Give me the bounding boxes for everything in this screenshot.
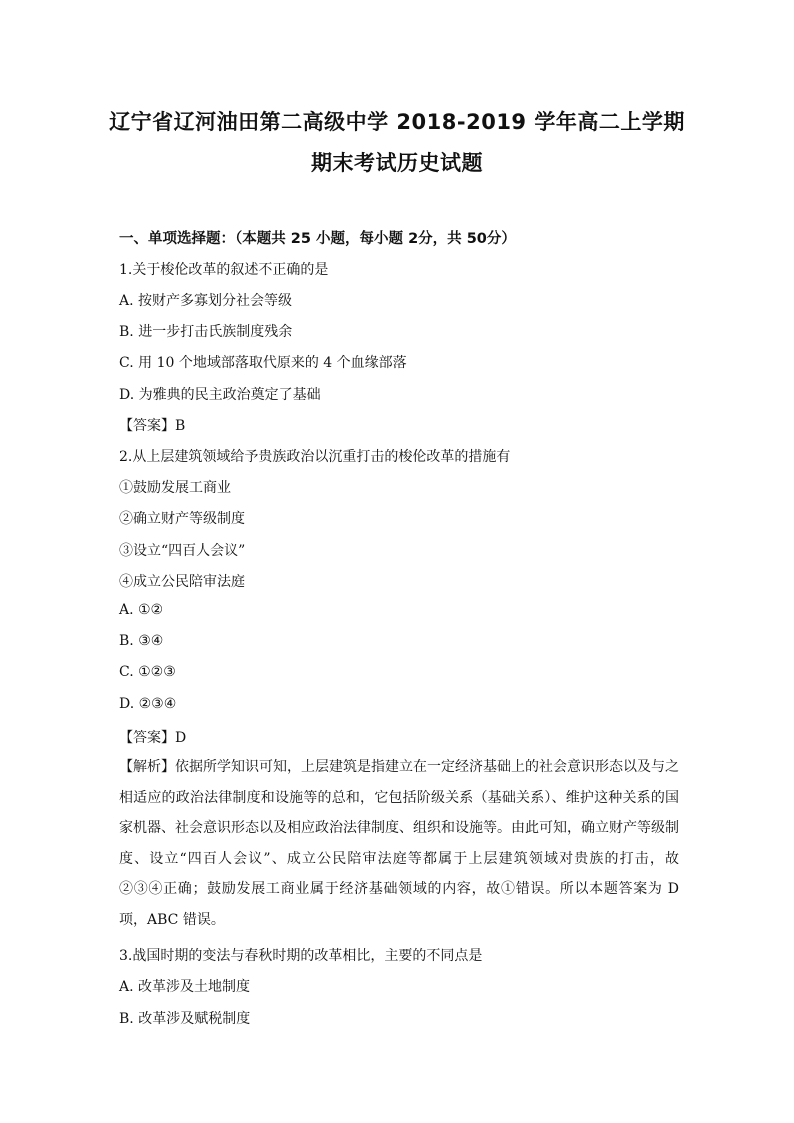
document-title-line-2: 期末考试历史试题 [311, 151, 483, 175]
question-2-item-2: ②确立财产等级制度 [119, 511, 245, 527]
question-2-stem: 2.从上层建筑领域给予贵族政治以沉重打击的梭伦改革的措施有 [119, 449, 511, 465]
question-2-item-3: ③设立“四百人会议” [119, 543, 246, 559]
question-3-stem: 3.战国时期的变法与春秋时期的改革相比，主要的不同点是 [119, 948, 483, 964]
section-heading: 一、单项选择题：（本题共 25 小题，每小题 2分，共 50分） [119, 231, 516, 247]
document-title-line-1: 辽宁省辽河油田第二高级中学 2018-2019 学年高二上学期 [109, 110, 685, 134]
question-2-answer: 【答案】D [119, 730, 187, 746]
question-1-answer: 【答案】B [119, 418, 186, 434]
question-2-option-a: A. ①② [119, 602, 164, 618]
question-1-option-a: A. 按财产多寡划分社会等级 [119, 293, 293, 309]
question-3-option-a: A. 改革涉及土地制度 [119, 979, 251, 995]
question-1-option-d: D. 为雅典的民主政治奠定了基础 [119, 387, 321, 403]
question-3-option-b: B. 改革涉及赋税制度 [119, 1011, 251, 1027]
question-1-stem: 1.关于梭伦改革的叙述不正确的是 [119, 262, 329, 278]
question-2-item-1: ①鼓励发展工商业 [119, 480, 231, 496]
question-1-option-b: B. 进一步打击氏族制度残余 [119, 324, 293, 340]
question-2-analysis: 【解析】依据所学知识可知，上层建筑是指建立在一定经济基础上的社会意识形态以及与之相适应的政治法律制度和设施等的总和，它包括阶级关系（基础关系）、维护这种关系的国家机器、社会意识形态以及相应政治法律制度、组织和设施等。由此可知，确立财产等级制度、设立“四百人会议”、成立公民陪审法庭等都属于上层建筑领域对贵族的打击，故②③④正确；鼓励发展工商业属于经济基础领域的内容，故①错误。所以本题答案为 D 项，ABC 错误。 [119, 759, 679, 928]
question-2-item-4: ④成立公民陪审法庭 [119, 574, 245, 590]
question-1-option-c: C. 用 10 个地域部落取代原来的 4 个血缘部落 [119, 355, 407, 371]
question-2-option-d: D. ②③④ [119, 696, 177, 712]
question-2-option-c: C. ①②③ [119, 664, 176, 680]
question-2-option-b: B. ③④ [119, 633, 164, 649]
